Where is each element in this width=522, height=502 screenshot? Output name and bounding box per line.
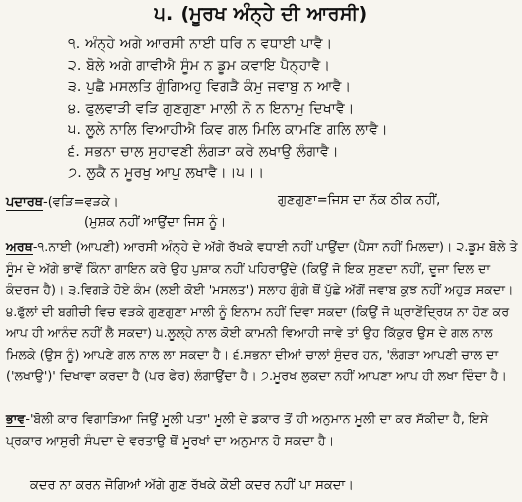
- verse-line: ੪. ਫੁਲਵਾੜੀ ਵੜਿ ਗੁਣਗੁਣਾ ਮਾਲੀ ਨੋ ਨ ਇਨਾਮੁ ਦਿਖਾਵੈ।: [68, 100, 355, 117]
- meaning-paragraph: [6, 236, 518, 387]
- verse-line: ੬. ਸਭਨਾ ਚਾਲ ਸੁਹਾਵਣੀ ਲੰਗੜਾ ਕਰੇ ਲਖਾਉ ਲੰਗਾਵੈ।: [68, 143, 339, 160]
- verse-block: [68, 34, 518, 185]
- glossary-label: ਪਦਾਰਥ: [6, 195, 44, 210]
- glossary-line: [6, 193, 518, 213]
- glossary-entry: -(ਵੜਿ=ਵੜਕੇ।: [43, 195, 119, 210]
- bhav-label: ਭਾਵ: [6, 411, 26, 426]
- verse-line: ੧. ਅੰਨ੍ਹੇ ਅਗੇ ਆਰਸੀ ਨਾਈ ਧਰਿ ਨ ਵਧਾਈ ਪਾਵੈ।: [68, 36, 333, 52]
- bhav-text: -'ਬੋਲੀ ਕਾਰ ਵਿਗਾੜਿਆ ਜਿਉਂ ਮੂਲੀ ਪਤਾ' ਮੂਲੀ ਦੇ ਡਕਾਰ ਤੋਂ ਹੀ ਅਨੁਮਾਨ ਮੂਲੀ ਦਾ ਕਰ ਸੱਕੀਦਾ ਹੈ, ਇਸੇ ਪ੍ਰਕਾਰ ਆਸੁਰੀ ਸੰਪਦਾ ਦੇ ਵਰਤਾਉ ਥੋਂ ਮੂਰਖਾਂ ਦਾ ਅਨੁਮਾਨ ਹੋ ਸਕਦਾ ਹੈ।: [6, 411, 489, 448]
- glossary-entry-continued: (ਮੁਸ਼ਕ ਨਹੀਂ ਆਉਂਦਾ ਜਿਸ ਨੂੰ।: [84, 215, 227, 230]
- bhav-paragraph: [6, 408, 518, 451]
- meaning-text: -੧.ਨਾਈ (ਆਪਣੀ) ਆਰਸੀ ਅੰਨ੍ਹੇ ਦੇ ਅੱਗੇ ਰੱਖਕੇ ਵਧਾਈ ਨਹੀਂ ਪਾਉਂਦਾ (ਪੈਸਾ ਨਹੀਂ ਮਿਲਦਾ)। ੨.ਡੂਮ ਬੋਲੇ ਤੇ ਸੂੰਮ ਦੇ ਅੱਗੇ ਭਾਵੇਂ ਕਿੰਨਾ ਗਾਇਨ ਕਰੇ ਉਹ ਪੁਸ਼ਾਕ ਨਹੀਂ ਪਹਿਰਾਉਂਦੇ (ਕਿਉਂ ਜੋ ਇਕ ਸੁਣਦਾ ਨਹੀਂ, ਦੂਜਾ ਦਿਲ ਦਾ ਕੰਦਰਜ ਹੈ)। ੩.ਵਿਗੜੇ ਹੋਏ ਕੰਮ (ਲਈ ਕੋਈ 'ਮਸਲਤ') ਸਲਾਹ ਗੁੰਗੇ ਥੋਂ ਪੁੱਛੇ ਅੱਗੋਂ ਜਵਾਬ ਕੁਝ ਨਹੀਂ ਅਹੁੜ ਸਕਦਾ। ੪.ਫੁੱਲਾਂ ਦੀ ਬਗੀਚੀ ਵਿਚ ਵੜਕੇ ਗੁਣਗੁਣਾ ਮਾਲੀ ਨੂੰ ਇਨਾਮ ਨਹੀਂ ਦਿਵਾ ਸਕਦਾ (ਕਿਉਂ ਜੋ ਘ੍ਰਾਣੇਂਦ੍ਰਿਯ ਨਾ ਹੋਣ ਕਰ ਆਪ ਹੀ ਆਨੰਦ ਨਹੀਂ ਲੈ ਸਕਦਾ) ੫.ਲੂਲ੍ਹੇ ਨਾਲ ਕੋਈ ਕਾਮਨੀ ਵਿਆਹੀ ਜਾਵੇ ਤਾਂ ਉਹ ਕਿੱਕੁਰ ਉਸ ਦੇ ਗਲ ਨਾਲ ਮਿਲਕੇ (ਉਸ ਨੂੰ) ਆਪਣੇ ਗਲ ਨਾਲ ਲਾ ਸਕਦਾ ਹੈ। ੬.ਸਭਨਾ ਦੀਆਂ ਚਾਲਾਂ ਸੁੰਦਰ ਹਨ, 'ਲੰਗੜਾ ਆਪਣੀ ਚਾਲ ਦਾ ('ਲਖਾਉ')' ਦਿਖਾਵਾ ਕਰਦਾ ਹੈ (ਪਰ ਫੇਰ) ਲੰਗਾਉਂਦਾ ਹੈ। ੭.ਮੂਰਖ ਲੁਕਦਾ ਨਹੀਂ ਆਪਣਾ ਆਪ ਹੀ ਲਖਾ ਦਿੰਦਾ ਹੈ।: [6, 239, 518, 383]
- meaning-label: ਅਰਥ: [6, 239, 33, 254]
- page-title: ੫. (ਮੂਰਖ ਅੰਨ੍ਹੇ ਦੀ ਆਰਸੀ): [154, 3, 368, 25]
- verse-line: ੭. ਲੁਕੈ ਨ ਮੂਰਖੁ ਆਪੁ ਲਖਾਵੈ।।੫।।: [68, 165, 265, 181]
- glossary-entry: ਗੁਣਗੁਣਾ=ਜਿਸ ਦਾ ਨੱਕ ਠੀਕ ਨਹੀਂ,: [278, 193, 441, 208]
- verse-line: ੩. ਪੁਛੈ ਮਸਲਤਿ ਗੁੰਗਿਅਹੁ ਵਿਗੜੈ ਕੰਮੁ ਜਵਾਬੁ ਨ ਆਵੈ।: [68, 79, 352, 95]
- verse-line: ੨. ਬੋਲੇ ਅਗੇ ਗਾਵੀਐ ਸੂੰਮ ਨ ਡੂਮ ਕਵਾਇ ਪੈਨ੍ਹਾਵੈ।: [68, 57, 331, 74]
- closing-line: ਕਦਰ ਨਾ ਕਰਨ ਜੋਗਿਆਂ ਅੱਗੇ ਗੁਣ ਰੱਖਕੇ ਕੋਈ ਕਦਰ ਨਹੀਂ ਪਾ ਸਕਦਾ।: [30, 478, 354, 493]
- verse-line: ੫. ਲੂਲੇ ਨਾਲਿ ਵਿਆਹੀਐ ਕਿਵ ਗਲ ਮਿਲਿ ਕਾਮਣਿ ਗਲਿ ਲਾਵੈ।: [68, 122, 388, 138]
